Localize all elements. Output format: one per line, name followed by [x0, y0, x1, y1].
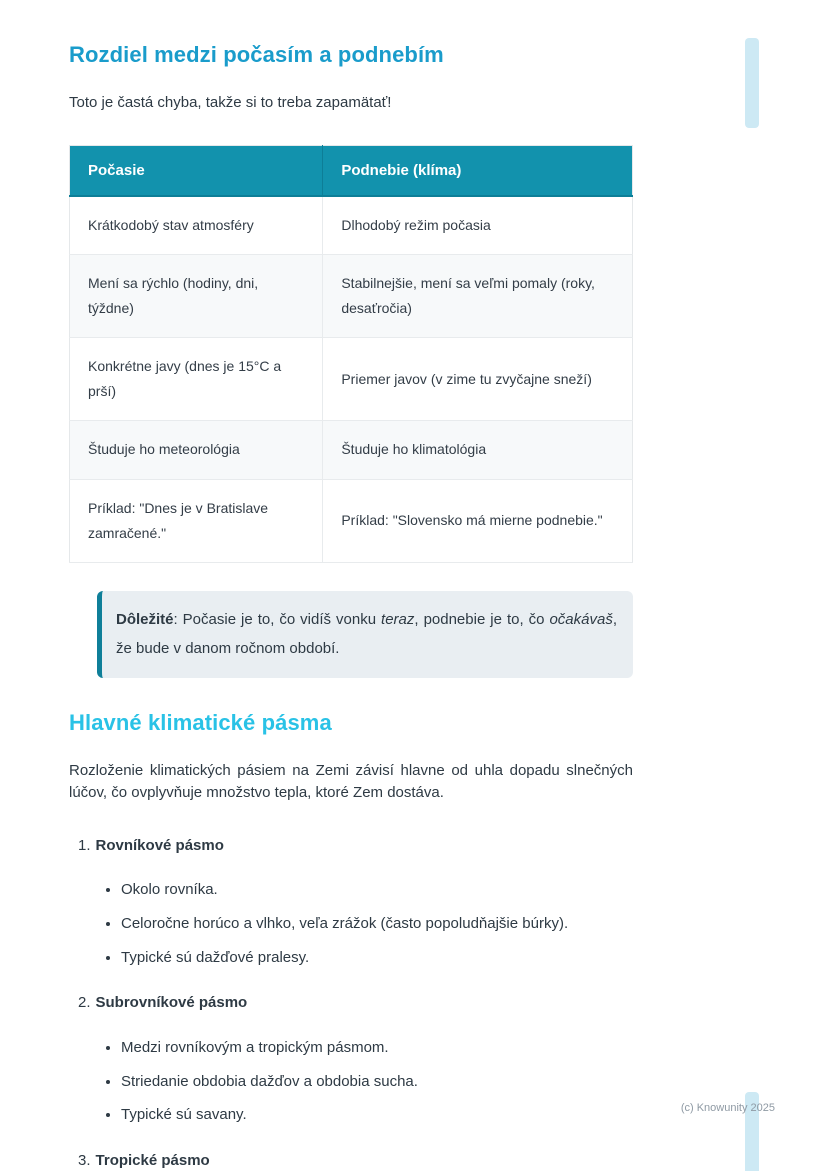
- table-cell: Konkrétne javy (dnes je 15°C a prší): [70, 338, 323, 421]
- list-item-tropicke-pasmo: [69, 1150, 633, 1171]
- climate-zones-list: [69, 835, 633, 1171]
- footer-credit: (c) Knowunity 2025: [680, 1102, 775, 1114]
- list-item-number: 1.: [78, 836, 91, 854]
- table-row: [70, 338, 633, 421]
- document-content: [69, 42, 633, 1171]
- table-header-podnebie: Podnebie (klíma): [323, 145, 633, 196]
- section1-title: Rozdiel medzi počasím a podnebím: [69, 42, 444, 67]
- list-item-subrovnikove-pasmo: [69, 992, 633, 1126]
- bullet-item: • Striedanie obdobia dažďov a obdobia sucha.: [121, 1071, 633, 1093]
- list-item-heading: [69, 992, 633, 1015]
- callout-italic-word: teraz: [381, 611, 415, 628]
- callout-text-part: , podnebie je to, čo: [414, 611, 550, 628]
- table-row: [70, 421, 633, 479]
- table-row: [70, 254, 633, 337]
- important-callout: [97, 591, 633, 678]
- table-cell: Mení sa rýchlo (hodiny, dni, týždne): [70, 254, 323, 337]
- bullet-item: • Okolo rovníka.: [121, 879, 633, 901]
- bullet-item: • Typické sú dažďové pralesy.: [121, 947, 633, 969]
- table-header-row: [70, 145, 633, 196]
- table-header-pocasie: Počasie: [70, 145, 323, 196]
- weather-climate-comparison-table: [69, 145, 633, 564]
- bullet-item: • Typické sú savany.: [121, 1104, 633, 1126]
- table-cell: Krátkodobý stav atmosféry: [70, 196, 323, 255]
- table-cell: Stabilnejšie, mení sa veľmi pomaly (roky, desaťročia): [323, 254, 633, 337]
- table-cell: Príklad: "Slovensko má mierne podnebie.": [323, 479, 633, 562]
- table-cell: Študuje ho klimatológia: [323, 421, 633, 479]
- callout-text: [116, 605, 617, 664]
- list-item-number: 3.: [78, 1152, 91, 1169]
- bullet-list: [121, 1037, 633, 1126]
- list-item-heading: [69, 1150, 633, 1171]
- list-item-rovnikove-pasmo: [69, 835, 633, 969]
- list-item-heading: [69, 835, 633, 858]
- table-cell: Dlhodobý režim počasia: [323, 196, 633, 255]
- table-cell: Študuje ho meteorológia: [70, 421, 323, 479]
- section2-intro: Rozloženie klimatických pásiem na Zemi závisí hlavne od uhla dopadu slnečných lúčov, čo ovplyvňuje množstvo tepla, ktoré Zem dostáva.: [69, 761, 633, 801]
- callout-text-part: , že bude v danom ročnom období.: [116, 611, 617, 658]
- list-item-number: 2.: [78, 994, 91, 1012]
- list-item-title: Subrovníkové pásmo: [95, 994, 248, 1012]
- section2-title: Hlavné klimatické pásma: [69, 709, 332, 735]
- table-row: [70, 479, 633, 562]
- bullet-item: • Celoročne horúco a vlhko, veľa zrážok (často popoludňajšie búrky).: [121, 913, 633, 935]
- page-edge-decoration-top: [745, 38, 759, 128]
- callout-text-part: : Počasie je to, čo vidíš vonku: [173, 611, 382, 628]
- callout-label: Dôležité: [116, 611, 174, 628]
- callout-italic-word: očakávaš: [549, 611, 613, 628]
- bullet-item: • Medzi rovníkovým a tropickým pásmom.: [121, 1037, 633, 1059]
- section1-intro: Toto je častá chyba, takže si to treba zapamätať!: [69, 94, 392, 111]
- table-cell: Príklad: "Dnes je v Bratislave zamračené.": [70, 479, 323, 562]
- table-row: [70, 196, 633, 255]
- bullet-list: [121, 879, 633, 968]
- list-item-title: Tropické pásmo: [95, 1152, 210, 1169]
- table-cell: Priemer javov (v zime tu zvyčajne sneží): [323, 338, 633, 421]
- list-item-title: Rovníkové pásmo: [95, 836, 224, 854]
